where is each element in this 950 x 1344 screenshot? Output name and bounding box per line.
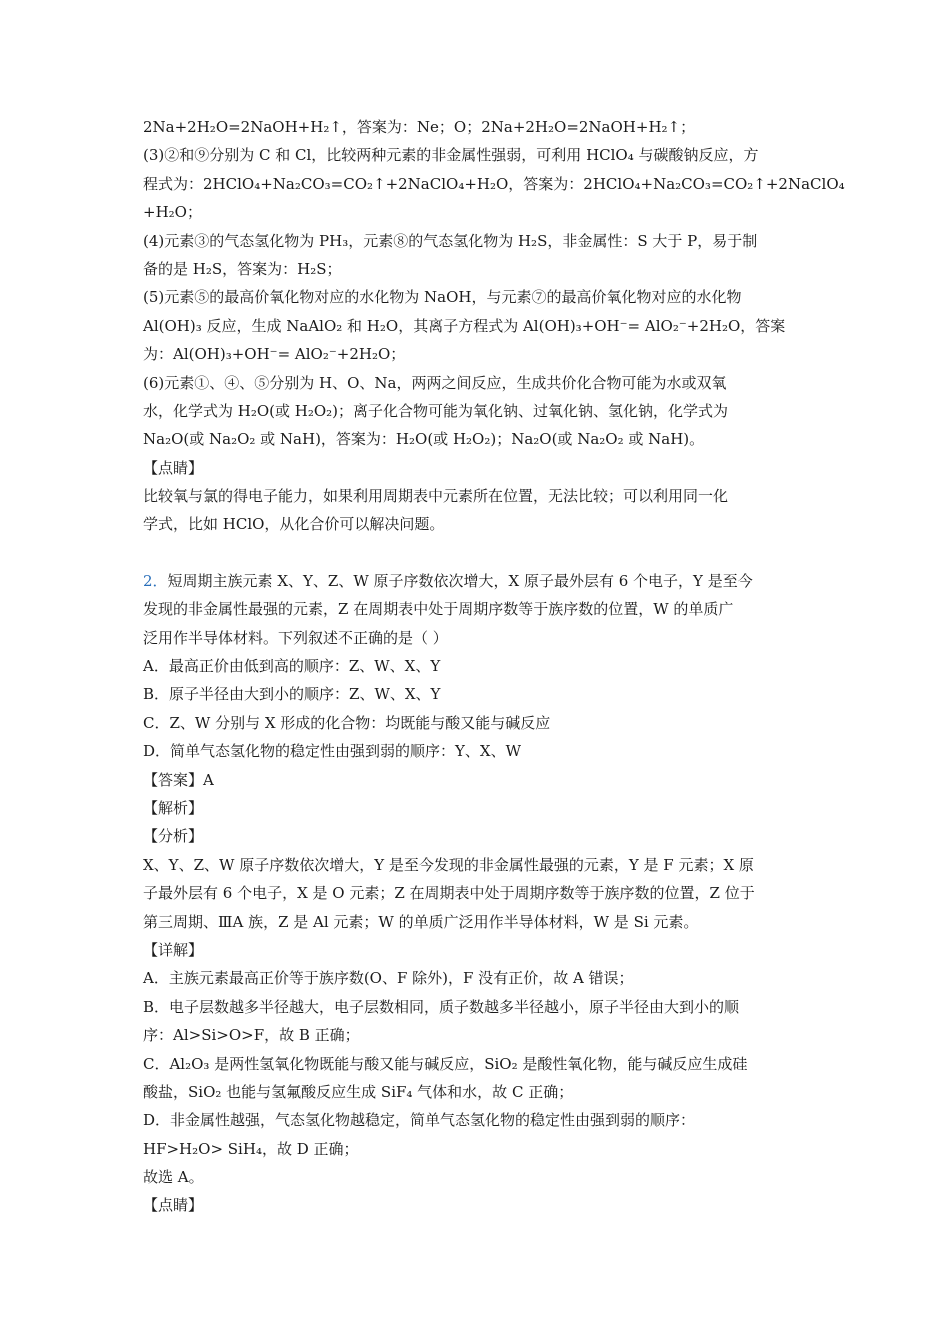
option-d: D．简单气态氢化物的稳定性由强到弱的顺序：Y、X、W (143, 742, 522, 761)
section-heading: 【解析】 (143, 798, 204, 817)
text-line: 泛用作半导体材料。下列叙述不正确的是（ ） (143, 628, 448, 647)
text-line: 第三周期、ⅢA 族，Z 是 Al 元素；W 的单质广泛用作半导体材料，W 是 Si 元素。 (143, 912, 699, 931)
text-line: 发现的非金属性最强的元素，Z 在周期表中处于周期序数等于族序数的位置，W 的单质广 (143, 600, 734, 619)
text-line: 故选 A。 (143, 1168, 204, 1187)
section-heading: 【点睛】 (143, 1196, 204, 1215)
text-line: 子最外层有 6 个电子，X 是 O 元素；Z 在周期表中处于周期序数等于族序数的位置，Z 位于 (143, 884, 755, 903)
answer: 【答案】A (143, 770, 214, 789)
option-b: B．原子半径由大到小的顺序：Z、W、X、Y (143, 685, 441, 704)
text-line: C．Al₂O₃ 是两性氢氧化物既能与酸又能与碱反应，SiO₂ 是酸性氧化物，能与碱反应生成硅 (143, 1054, 748, 1073)
text-line: 为：Al(OH)₃+OH⁻= AlO₂⁻+2H₂O； (143, 345, 406, 364)
text-line: HF>H₂O> SiH₄，故 D 正确； (143, 1139, 359, 1158)
spacer (143, 539, 823, 567)
text-line: B．电子层数越多半径越大，电子层数相同，质子数越多半径越小，原子半径由大到小的顺 (143, 997, 740, 1016)
text-line: (3)②和⑨分别为 C 和 Cl，比较两种元素的非金属性强弱，可利用 HClO₄ 与碳酸钠反应，方 (143, 146, 759, 165)
document-content (143, 113, 845, 1220)
question-stem-text: 短周期主族元素 X、Y、Z、W 原子序数依次增大，X 原子最外层有 6 个电子，Y 是至今 (167, 571, 753, 590)
section-heading: 【点睛】 (143, 458, 204, 477)
text-line: 酸盐，SiO₂ 也能与氢氟酸反应生成 SiF₄ 气体和水，故 C 正确； (143, 1082, 574, 1101)
text-line: Na₂O(或 Na₂O₂ 或 NaH)，答案为：H₂O(或 H₂O₂)；Na₂O(或 Na₂O₂ 或 NaH)。 (143, 430, 705, 449)
text-line: 程式为：2HClO₄+Na₂CO₃=CO₂↑+2NaClO₄+H₂O，答案为：2HClO₄+Na₂CO₃=CO₂↑+2NaClO₄ (143, 174, 845, 193)
question-stem (143, 567, 823, 595)
text-line: (5)元素⑤的最高价氧化物对应的水化物为 NaOH，与元素⑦的最高价氧化物对应的水化物 (143, 288, 742, 307)
question-number: 2． (143, 571, 168, 590)
text-line: 比较氧与氯的得电子能力，如果利用周期表中元素所在位置，无法比较；可以利用同一化 (143, 487, 729, 506)
section1-lines (143, 113, 845, 454)
text-line: 2Na+2H₂O=2NaOH+H₂↑，答案为：Ne；O；2Na+2H₂O=2NaOH+H₂↑； (143, 118, 696, 136)
text-line: 学式，比如 HClO，从化合价可以解决问题。 (143, 515, 445, 534)
text-line: 序：Al>Si>O>F，故 B 正确； (143, 1026, 360, 1045)
text-line: (4)元素③的气态氢化物为 PH₃，元素⑧的气态氢化物为 H₂S，非金属性：S 大于 P，易于制 (143, 231, 758, 250)
text-line: 水，化学式为 H₂O(或 H₂O₂)；离子化合物可能为氧化钠、过氧化钠、氢化钠，化学式为 (143, 401, 729, 420)
text-line: Al(OH)₃ 反应，生成 NaAlO₂ 和 H₂O，其离子方程式为 Al(OH)₃+OH⁻= AlO₂⁻+2H₂O，答案 (143, 316, 786, 335)
option-a: A．最高正价由低到高的顺序：Z、W、X、Y (143, 657, 441, 676)
text-line: A．主族元素最高正价等于族序数(O、F 除外)，F 没有正价，故 A 错误； (143, 969, 634, 988)
text-line: 备的是 H₂S，答案为：H₂S； (143, 259, 342, 278)
text-line: +H₂O； (143, 203, 202, 222)
section-heading: 【分析】 (143, 827, 204, 846)
text-line: (6)元素①、④、⑤分别为 H、O、Na，两两之间反应，生成共价化合物可能为水或双氧 (143, 373, 727, 392)
option-c: C．Z、W 分别与 X 形成的化合物：均既能与酸又能与碱反应 (143, 713, 551, 732)
text-line: D．非金属性越强，气态氢化物越稳定，简单气态氢化物的稳定性由强到弱的顺序： (143, 1111, 696, 1130)
section-heading: 【详解】 (143, 940, 204, 959)
text-line: X、Y、Z、W 原子序数依次增大，Y 是至今发现的非金属性最强的元素，Y 是 F 元素；X 原 (143, 855, 754, 874)
